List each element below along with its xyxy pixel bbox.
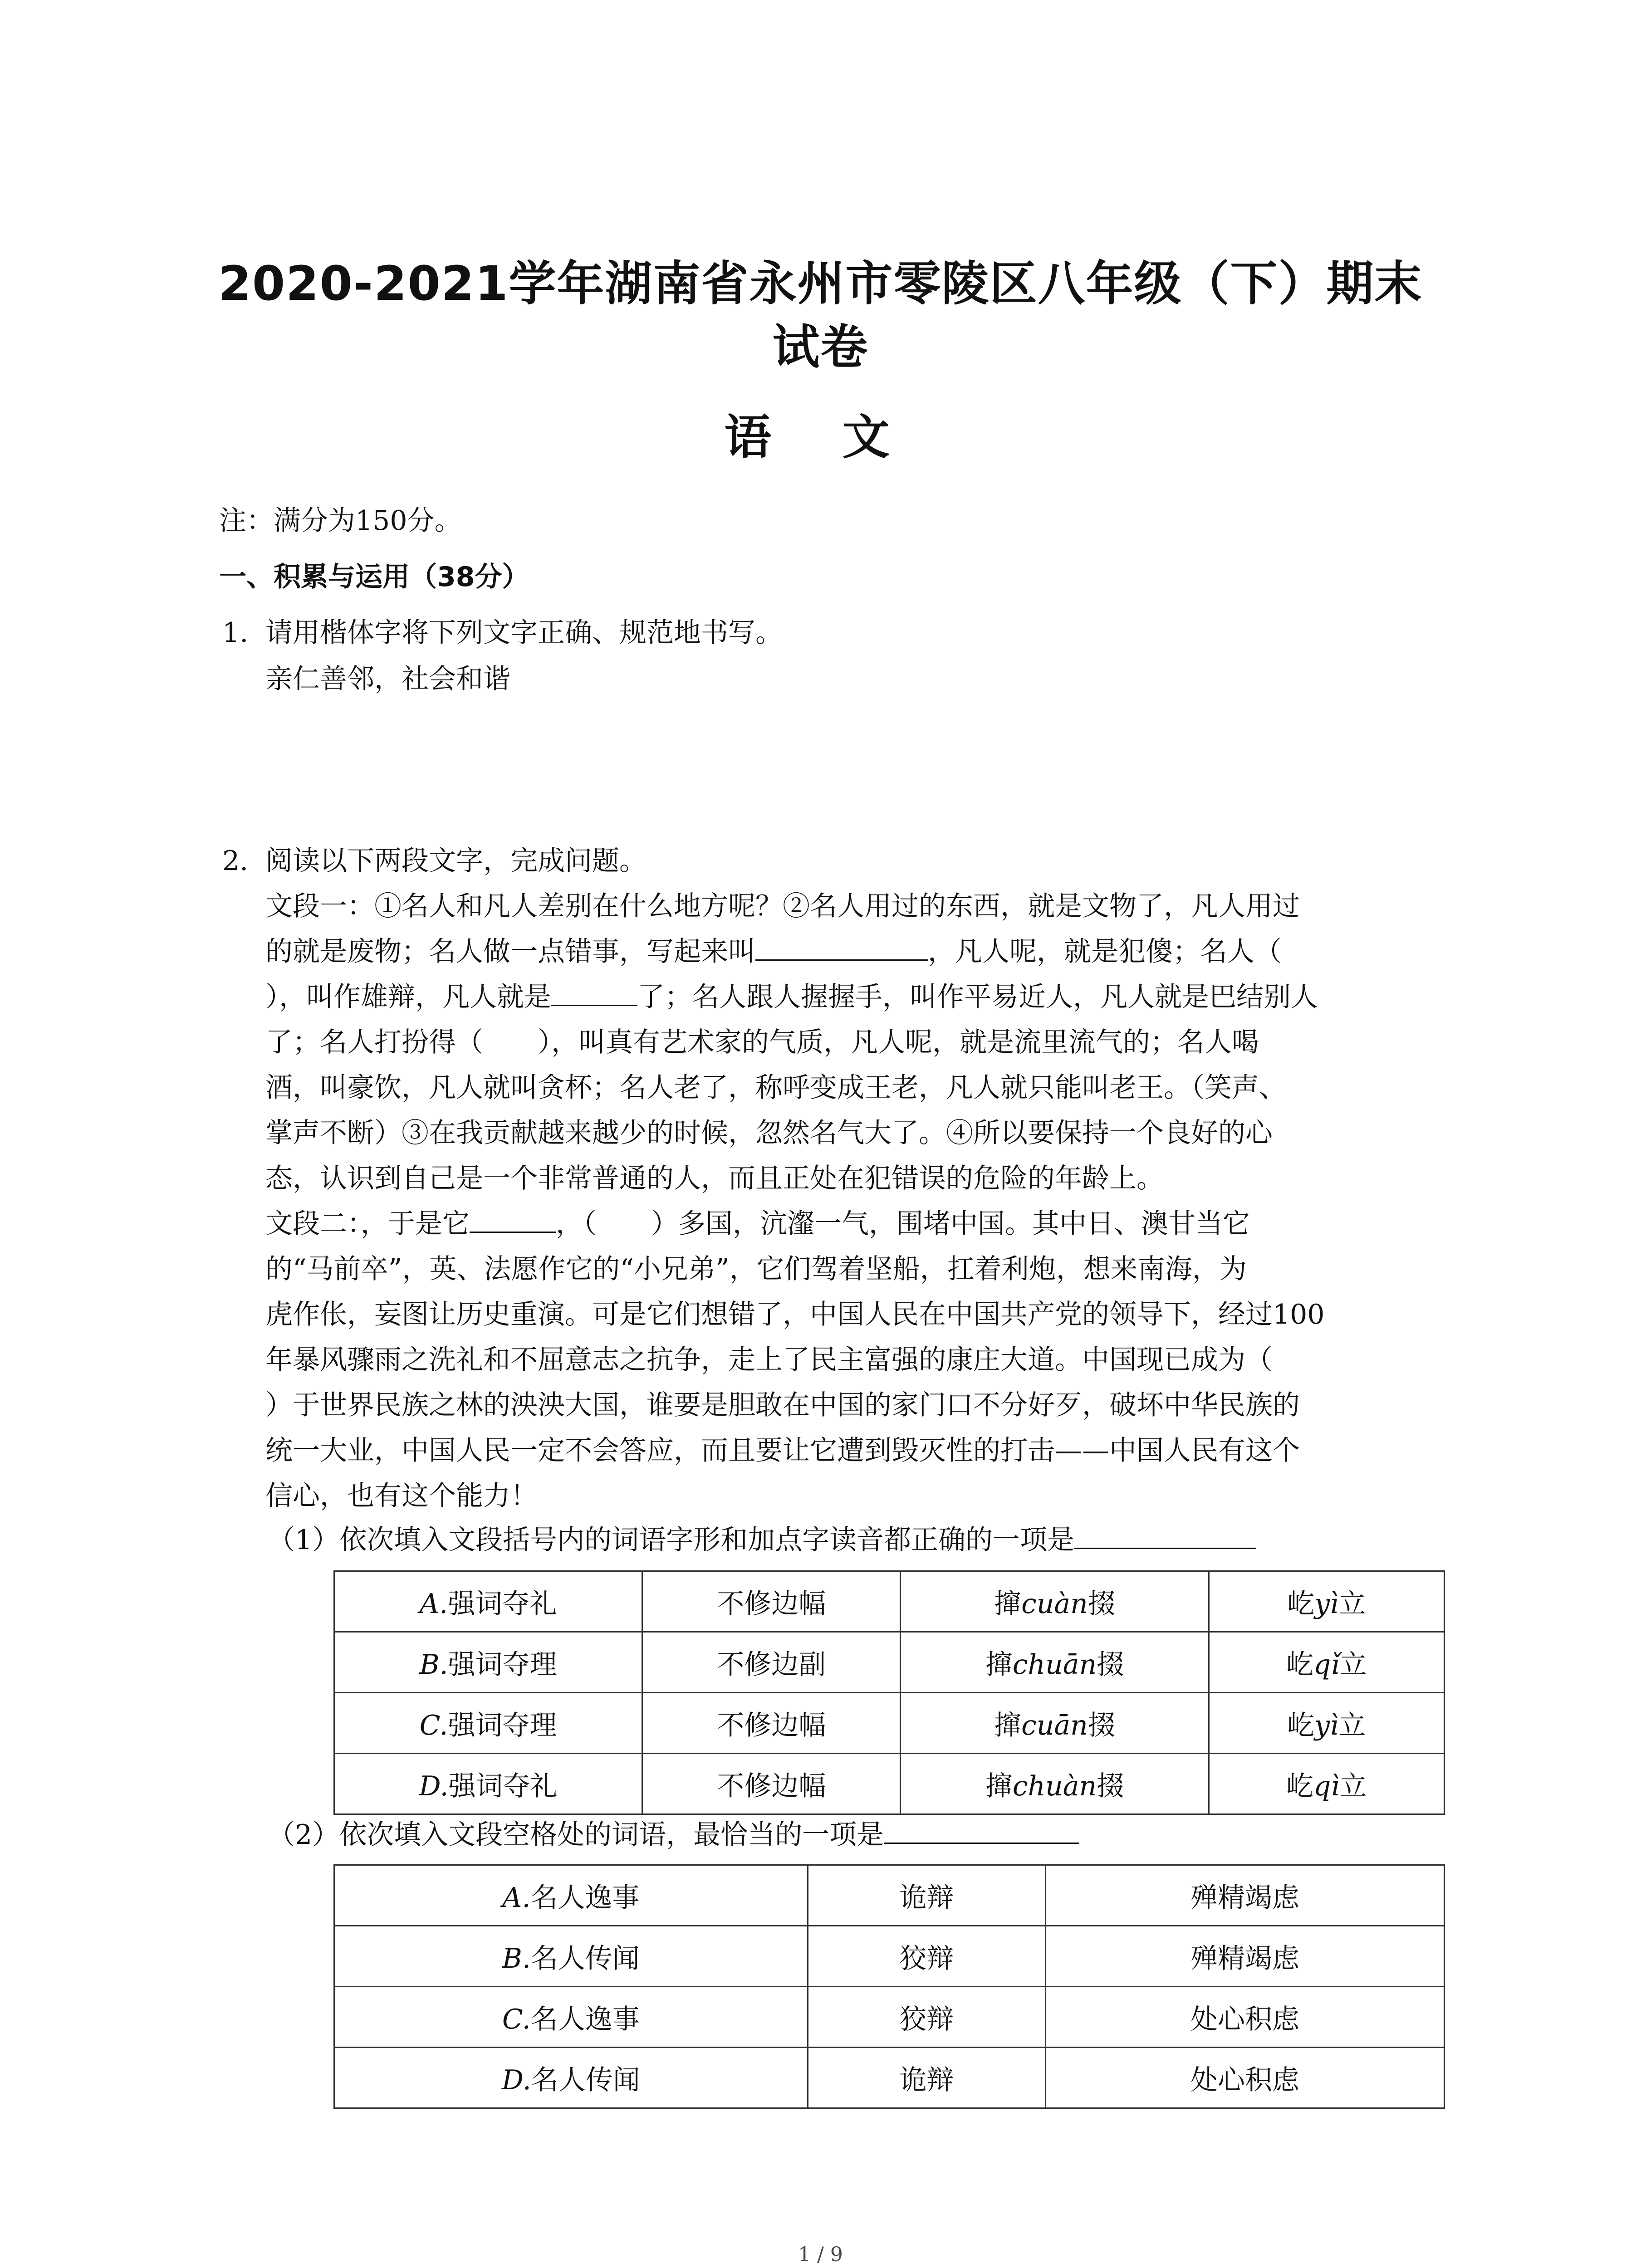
passage2-line: 统一大业，中国人民一定不会答应，而且要让它遭到毁灭性的打击——中国人民有这个	[265, 1435, 1300, 1466]
sub2-prompt: 依次填入文段空格处的词语，最恰当的一项是	[339, 1819, 884, 1851]
option-cell: 撺chuān掇	[901, 1632, 1209, 1693]
passage2-line: 信心，也有这个能力！	[265, 1480, 538, 1512]
passage1-text: 了；名人跟人握握手，叫作平易近人，凡人就是巴结别人	[637, 981, 1318, 1013]
option-cell: 不修边幅	[642, 1754, 901, 1814]
section-heading: 一、积累与运用（38分）	[219, 561, 529, 593]
answer-blank[interactable]	[884, 1815, 1079, 1844]
q1-prompt: 请用楷体字将下列文字正确、规范地书写。	[265, 617, 783, 649]
table-row[interactable]	[334, 1571, 1445, 1632]
table-row[interactable]	[334, 1754, 1445, 1814]
option-cell: 处心积虑	[1046, 1987, 1445, 2048]
passage1-line: 了；名人打扮得（ ），叫真有艺术家的气质，凡人呢，就是流里流气的；名人喝	[265, 1026, 1259, 1058]
passage1-line: 掌声不断）③在我贡献越来越少的时候，忽然名气大了。④所以要保持一个良好的心	[265, 1117, 1273, 1149]
passage1-line: 酒，叫豪饮，凡人就叫贪杯；名人老了，称呼变成王老，凡人就只能叫老王。（笑声、	[265, 1072, 1286, 1104]
passage1-line: 文段一：①名人和凡人差别在什么地方呢？②名人用过的东西，就是文物了，凡人用过	[265, 890, 1300, 922]
option-cell: 撺chuàn掇	[901, 1754, 1209, 1814]
option-cell: 屹yì立	[1209, 1693, 1444, 1754]
option-cell: B.名人传闻	[334, 1926, 808, 1987]
option-cell: A.名人逸事	[334, 1865, 808, 1926]
passage2-line: 虎作伥，妄图让历史重演。可是它们想错了，中国人民在中国共产党的领导下，经过100	[265, 1299, 1325, 1330]
passage1-text: ，凡人呢，就是犯傻；名人（	[928, 936, 1282, 968]
passage2-text: 文段二：，于是它	[265, 1208, 470, 1240]
sub1-prompt: 依次填入文段括号内的词语字形和加点字读音都正确的一项是	[339, 1524, 1075, 1556]
passage2-line: 的“马前卒”，英、法愿作它的“小兄弟”，它们驾着坚船，扛着利炮，想来南海，为	[265, 1253, 1247, 1285]
sub2-question	[268, 1812, 1079, 1857]
sub2-number: （2）	[268, 1819, 340, 1851]
option-cell: C.名人逸事	[334, 1987, 808, 2048]
option-cell: D.名人传闻	[334, 2048, 808, 2108]
answer-blank[interactable]	[755, 932, 928, 961]
q1-text: 亲仁善邻，社会和谐	[265, 663, 510, 695]
option-cell: 殚精竭虑	[1046, 1926, 1445, 1987]
answer-blank[interactable]	[1074, 1520, 1256, 1549]
option-cell: B.强词夺理	[334, 1632, 642, 1693]
passage2-line: 年暴风骤雨之洗礼和不屈意志之抗争，走上了民主富强的康庄大道。中国现已成为（	[265, 1344, 1273, 1376]
sub1-number: （1）	[268, 1524, 340, 1556]
passage2-line: ）于世界民族之林的泱泱大国，谁要是胆敢在中国的家门口不分好歹，破坏中华民族的	[265, 1389, 1300, 1421]
table-row[interactable]	[334, 1632, 1445, 1693]
option-cell: 屹qǐ立	[1209, 1632, 1444, 1693]
passage1-text: 的就是废物；名人做一点错事，写起来叫	[265, 936, 755, 968]
option-cell: 不修边副	[642, 1632, 901, 1693]
score-note: 注：满分为150分。	[219, 505, 462, 537]
sub2-options-table	[333, 1864, 1445, 2109]
answer-blank[interactable]	[470, 1204, 556, 1233]
sub1-options-table	[333, 1570, 1445, 1815]
page-number: 1 / 9	[798, 2243, 843, 2266]
table-row[interactable]	[334, 1926, 1445, 1987]
passage1-line	[265, 974, 1318, 1020]
option-cell: D.强词夺礼	[334, 1754, 642, 1814]
answer-blank[interactable]	[551, 978, 637, 1006]
subject-heading: 语 文	[724, 410, 917, 465]
exam-title-line2: 试卷	[772, 319, 869, 375]
option-cell: C.强词夺理	[334, 1693, 642, 1754]
passage2-text: ，（ ）多国，沆瀣一气，围堵中国。其中日、澳甘当它	[556, 1208, 1250, 1240]
table-row[interactable]	[334, 1693, 1445, 1754]
option-cell: 不修边幅	[642, 1571, 901, 1632]
option-cell: 狡辩	[808, 1926, 1045, 1987]
table-row[interactable]	[334, 1987, 1445, 2048]
option-cell: 诡辩	[808, 2048, 1045, 2108]
option-cell: 殚精竭虑	[1046, 1865, 1445, 1926]
option-cell: A.强词夺礼	[334, 1571, 642, 1632]
passage1-text: ），叫作雄辩，凡人就是	[265, 981, 551, 1013]
option-cell: 撺cuàn掇	[901, 1571, 1209, 1632]
option-cell: 诡辩	[808, 1865, 1045, 1926]
q2-number: 2.	[222, 845, 249, 877]
option-cell: 屹yì立	[1209, 1571, 1444, 1632]
q1-number: 1.	[222, 617, 249, 649]
table-row[interactable]	[334, 1865, 1445, 1926]
passage2-line	[265, 1201, 1250, 1246]
sub1-question	[268, 1517, 1256, 1563]
option-cell: 狡辩	[808, 1987, 1045, 2048]
option-cell: 屹qì立	[1209, 1754, 1444, 1814]
option-cell: 处心积虑	[1046, 2048, 1445, 2108]
option-cell: 撺cuān掇	[901, 1693, 1209, 1754]
passage1-line: 态，认识到自己是一个非常普通的人，而且正处在犯错误的危险的年龄上。	[265, 1163, 1164, 1194]
passage1-line	[265, 929, 1282, 974]
table-row[interactable]	[334, 2048, 1445, 2108]
exam-title-line1: 2020-2021学年湖南省永州市零陵区八年级（下）期末	[218, 256, 1423, 311]
q2-prompt: 阅读以下两段文字，完成问题。	[265, 845, 647, 877]
option-cell: 不修边幅	[642, 1693, 901, 1754]
exam-title	[0, 252, 1641, 379]
